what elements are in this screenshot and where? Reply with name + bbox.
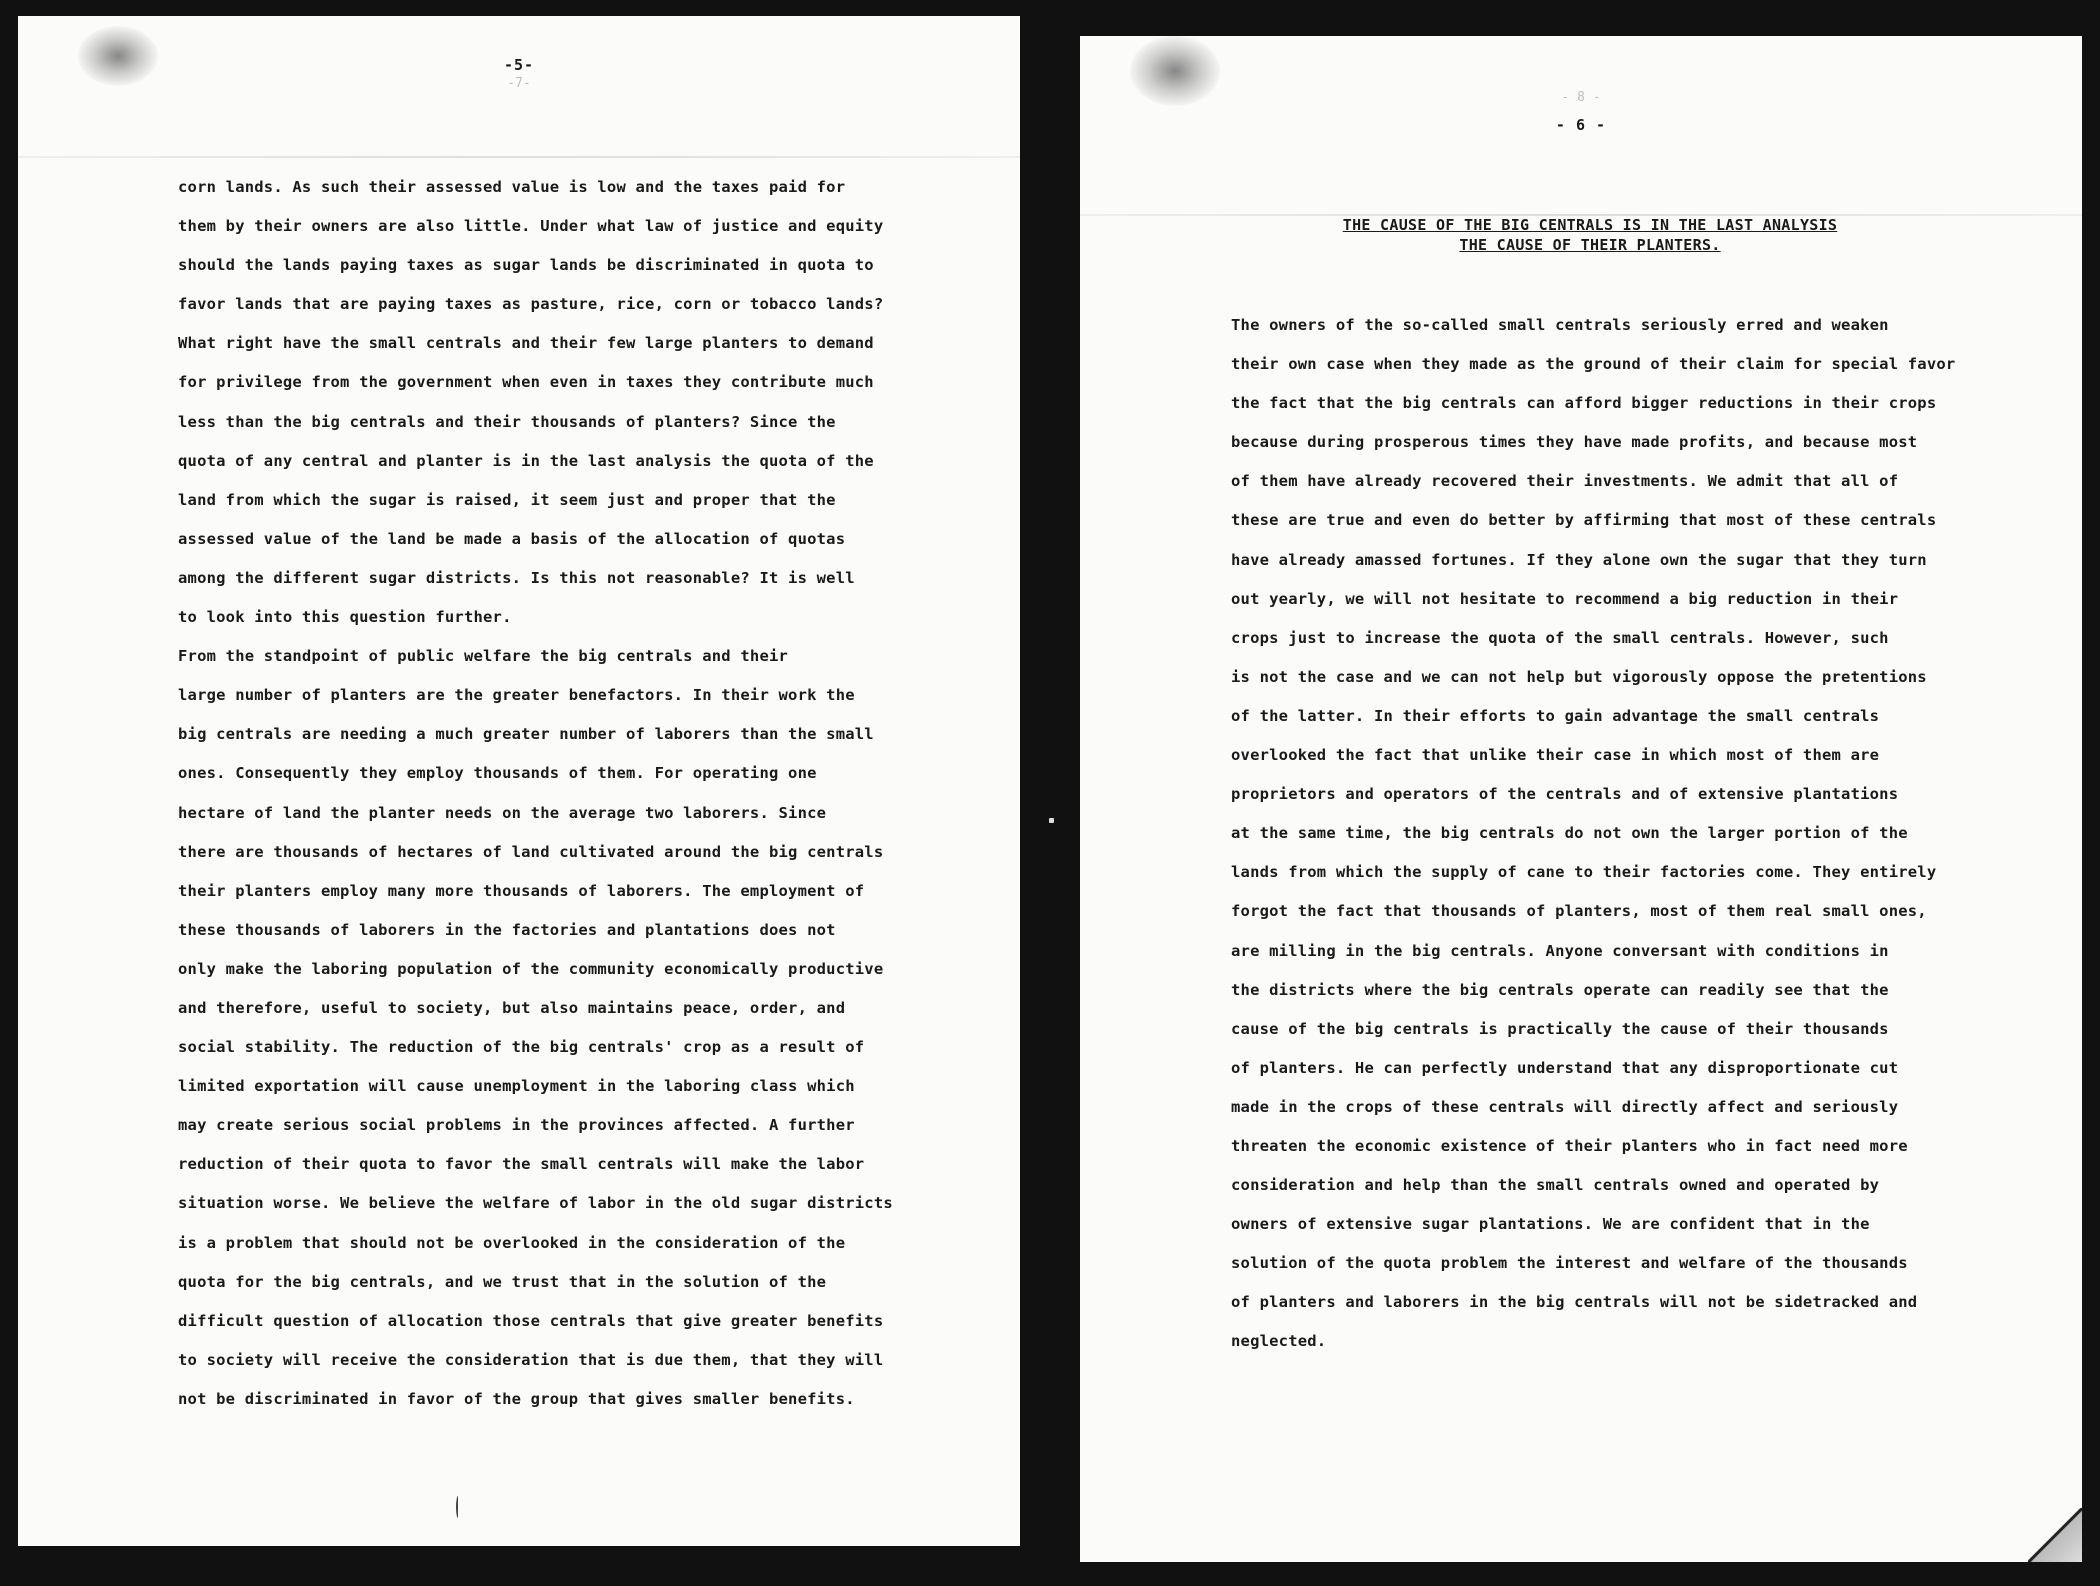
text-line: the districts where the big centrals operate can readily see that the: [1231, 980, 1889, 999]
text-line: are milling in the big centrals. Anyone conversant with conditions in: [1231, 941, 1889, 960]
document-page-left: [18, 16, 1020, 1546]
text-line: overlooked the fact that unlike their case in which most of them are: [1231, 746, 1880, 765]
text-line: these are true and even do better by affirming that most of these centrals: [1231, 511, 1937, 530]
text-line: owners of extensive sugar plantations. We are confident that in the: [1231, 1215, 1870, 1234]
text-line: lands from which the supply of cane to their factories come. They entirely: [1231, 863, 1937, 882]
text-line: big centrals are needing a much greater number of laborers than the small: [178, 725, 874, 744]
text-line: corn lands. As such their assessed value is low and the taxes paid for: [178, 178, 846, 196]
text-line: their own case when they made as the ground of their claim for special favor: [1231, 355, 1956, 374]
text-line: because during prosperous times they have made profits, and because most: [1231, 433, 1918, 452]
text-line: of the latter. In their efforts to gain advantage the small centrals: [1231, 706, 1880, 725]
text-line: quota of any central and planter is in the last analysis the quota of the: [178, 451, 874, 470]
text-line: at the same time, the big centrals do not own the larger portion of the: [1231, 824, 1908, 843]
pencil-mark: [456, 1496, 460, 1518]
text-line: for privilege from the government when even in taxes they contribute much: [178, 373, 874, 392]
text-line: reduction of their quota to favor the small centrals will make the labor: [178, 1155, 865, 1174]
bleed-through-number: - 8 -: [1561, 90, 1601, 105]
text-line: forgot the fact that thousands of planters, most of them real small ones,: [1231, 902, 1927, 921]
page-number: - 6 -: [1555, 116, 1607, 134]
text-line: land from which the sugar is raised, it seem just and proper that the: [178, 490, 836, 509]
scan-artifact: [1049, 818, 1054, 823]
text-line: their planters employ many more thousands of laborers. The employment of: [178, 881, 865, 900]
text-line: ones. Consequently they employ thousands of them. For operating one: [178, 764, 817, 783]
text-line: the fact that the big centrals can afford bigger reductions in their crops: [1231, 394, 1937, 413]
text-line: of them have already recovered their investments. We admit that all of: [1231, 472, 1899, 491]
text-line: The owners of the so-called small centrals seriously erred and weaken: [1231, 316, 1889, 334]
text-line: threaten the economic existence of their planters who in fact need more: [1231, 1136, 1908, 1155]
text-line: hectare of land the planter needs on the average two laborers. Since: [178, 803, 827, 822]
text-line: less than the big centrals and their thousands of planters? Since the: [178, 412, 836, 431]
text-line: proprietors and operators of the centrals and of extensive plantations: [1231, 785, 1899, 804]
page-corner-fold: [2028, 1508, 2082, 1562]
text-line: is a problem that should not be overlooked in the consideration of the: [178, 1233, 846, 1252]
body-text: [1231, 306, 1955, 1362]
body-text: [178, 168, 893, 1419]
text-line: not be discriminated in favor of the group that gives smaller benefits.: [178, 1389, 855, 1408]
text-line: made in the crops of these centrals will directly affect and seriously: [1231, 1097, 1899, 1116]
text-line: consideration and help than the small centrals owned and operated by: [1231, 1176, 1880, 1195]
text-line: to society will receive the consideration that is due them, that they will: [178, 1350, 884, 1369]
text-line: only make the laboring population of the community economically productive: [178, 959, 884, 978]
text-line: social stability. The reduction of the big centrals' crop as a result of: [178, 1038, 865, 1057]
text-line: assessed value of the land be made a basis of the allocation of quotas: [178, 529, 846, 548]
text-line: these thousands of laborers in the factories and plantations does not: [178, 920, 836, 939]
bleed-through-number: -7-: [507, 76, 531, 91]
text-line: of planters and laborers in the big centrals will not be sidetracked and: [1231, 1293, 1918, 1312]
text-line: have already amassed fortunes. If they alone own the sugar that they turn: [1231, 550, 1927, 569]
text-line: cause of the big centrals is practically the cause of their thousands: [1231, 1019, 1889, 1038]
text-line: favor lands that are paying taxes as pasture, rice, corn or tobacco lands?: [178, 295, 884, 314]
text-line: From the standpoint of public welfare the big centrals and their: [178, 647, 789, 666]
text-line: situation worse. We believe the welfare of labor in the old sugar districts: [178, 1194, 893, 1213]
text-line: What right have the small centrals and their few large planters to demand: [178, 334, 874, 353]
text-line: there are thousands of hectares of land cultivated around the big centrals: [178, 842, 884, 861]
section-heading-line2: THE CAUSE OF THEIR PLANTERS.: [1459, 236, 1721, 254]
document-page-right: [1080, 36, 2082, 1562]
text-line: neglected.: [1231, 1332, 1327, 1351]
text-line: of planters. He can perfectly understand that any disproportionate cut: [1231, 1058, 1899, 1077]
text-line: large number of planters are the greater benefactors. In their work the: [178, 686, 855, 705]
text-line: quota for the big centrals, and we trust that in the solution of the: [178, 1272, 827, 1291]
text-line: should the lands paying taxes as sugar lands be discriminated in quota to: [178, 256, 874, 275]
text-line: among the different sugar districts. Is this not reasonable? It is well: [178, 568, 855, 587]
text-line: to look into this question further.: [178, 608, 512, 627]
text-line: is not the case and we can not help but vigorously oppose the pretentions: [1231, 667, 1927, 686]
text-line: and therefore, useful to society, but also maintains peace, order, and: [178, 998, 846, 1017]
text-line: them by their owners are also little. Under what law of justice and equity: [178, 217, 884, 236]
text-line: crops just to increase the quota of the small centrals. However, such: [1231, 628, 1889, 647]
text-line: limited exportation will cause unemployment in the laboring class which: [178, 1077, 855, 1096]
text-line: may create serious social problems in the provinces affected. A further: [178, 1116, 855, 1135]
text-line: solution of the quota problem the interest and welfare of the thousands: [1231, 1254, 1908, 1273]
page-fold: [18, 156, 1020, 158]
text-line: out yearly, we will not hesitate to recommend a big reduction in their: [1231, 589, 1899, 608]
section-heading-line1: THE CAUSE OF THE BIG CENTRALS IS IN THE LAST ANALYSIS: [1342, 216, 1838, 234]
text-line: difficult question of allocation those centrals that give greater benefits: [178, 1311, 884, 1330]
page-number: -5-: [503, 56, 535, 74]
